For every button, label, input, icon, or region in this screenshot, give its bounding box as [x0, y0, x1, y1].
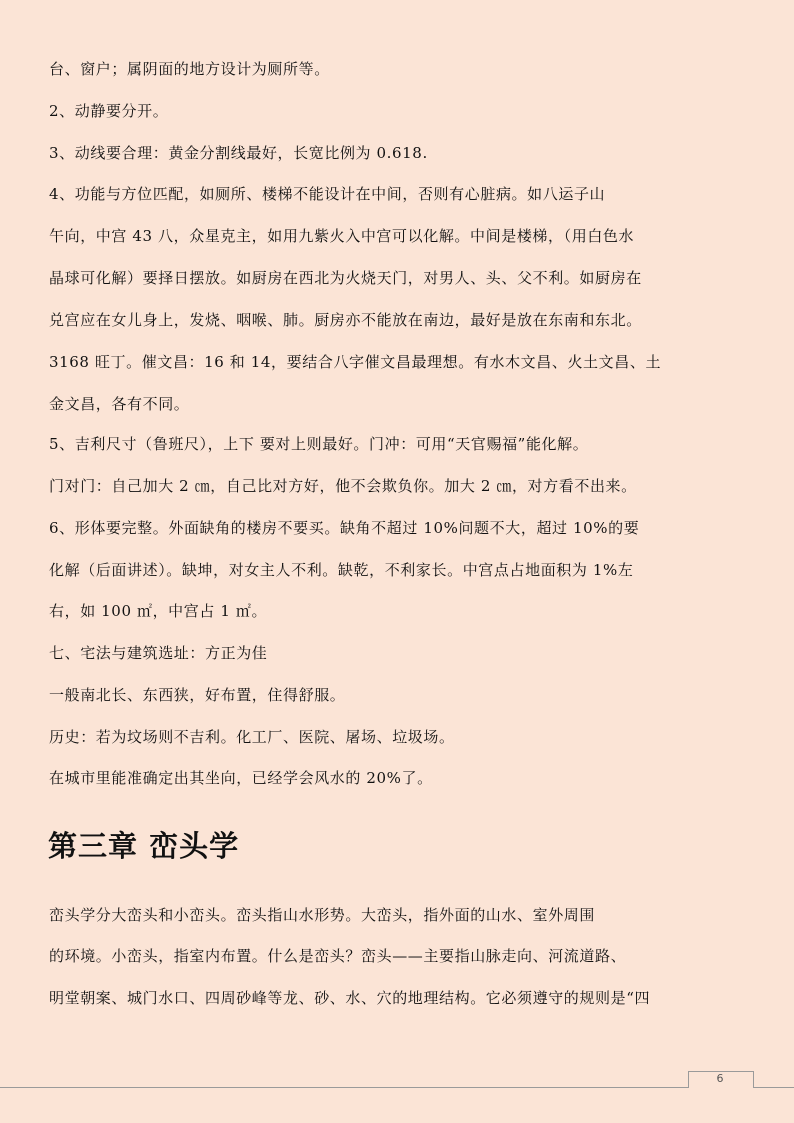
page-number: 6	[716, 1072, 724, 1085]
body-line: 兑宫应在女儿身上，发烧、咽喉、肺。厨房亦不能放在南边，最好是放在东南和东北。	[49, 311, 642, 329]
body-line: 门对门：自己加大 2 ㎝，自己比对方好，他不会欺负你。加大 2 ㎝，对方看不出来。	[49, 477, 637, 495]
body-line: 七、宅法与建筑选址：方正为佳	[49, 644, 268, 662]
body-line: 晶球可化解）要择日摆放。如厨房在西北为火烧天门，对男人、头、父不利。如厨房在	[49, 269, 642, 287]
body-line: 化解（后面讲述）。缺坤，对女主人不利。缺乾，不利家长。中宫点占地面积为 1%左	[49, 561, 634, 579]
chapter-heading: 第三章 峦头学	[48, 829, 240, 863]
body-line: 5、吉利尺寸（鲁班尺），上下 要对上则最好。门冲：可用“天官赐福”能化解。	[49, 435, 589, 453]
body-line: 6、形体要完整。外面缺角的楼房不要买。缺角不超过 10%问题不大，超过 10%的要	[49, 519, 640, 537]
body-line: 3、动线要合理：黄金分割线最好，长宽比例为 0.618.	[49, 144, 428, 162]
body-line: 历史：若为坟场则不吉利。化工厂、医院、屠场、垃圾场。	[49, 728, 455, 746]
body-line: 台、窗户；属阴面的地方设计为厕所等。	[49, 60, 330, 78]
chapter-line: 峦头学分大峦头和小峦头。峦头指山水形势。大峦头，指外面的山水、室外周围	[49, 906, 596, 924]
body-line: 3168 旺丁。催文昌：16 和 14，要结合八字催文昌最理想。有水木文昌、火土文昌、土	[49, 353, 662, 371]
body-line: 2、动静要分开。	[49, 102, 169, 120]
footer-divider	[0, 1087, 794, 1088]
chapter-line: 明堂朝案、城门水口、四周砂峰等龙、砂、水、穴的地理结构。它必须遵守的规则是“四	[49, 989, 651, 1007]
body-line: 右，如 100 ㎡，中宫占 1 ㎡。	[49, 602, 268, 620]
chapter-line: 的环境。小峦头，指室内布置。什么是峦头？峦头——主要指山脉走向、河流道路、	[49, 947, 627, 965]
body-line: 午向，中宫 43 八，众星克主，如用九紫火入中宫可以化解。中间是楼梯，（用白色水	[49, 227, 635, 245]
body-line: 4、功能与方位匹配，如厕所、楼梯不能设计在中间，否则有心脏病。如八运子山	[49, 185, 606, 203]
body-line: 一般南北长、东西狭，好布置，住得舒服。	[49, 686, 346, 704]
body-line: 金文昌，各有不同。	[49, 395, 190, 413]
body-line: 在城市里能准确定出其坐向，已经学会风水的 20%了。	[49, 769, 433, 787]
